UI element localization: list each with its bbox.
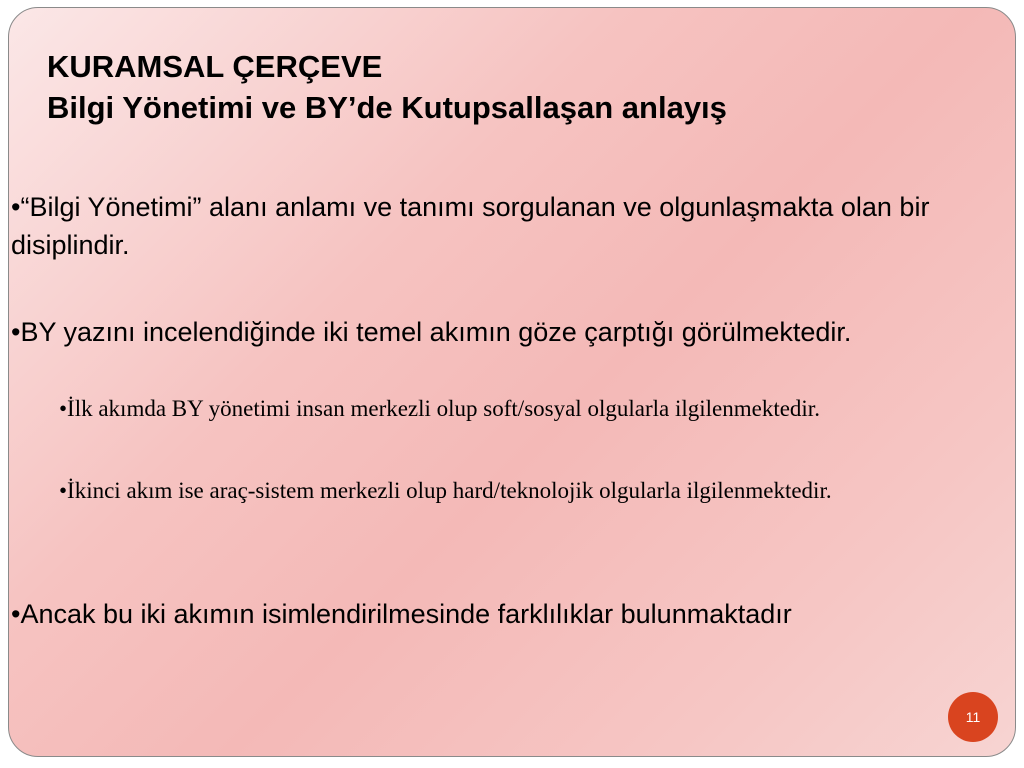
- page-number-badge: 11: [948, 692, 998, 742]
- sub-bullet-2: •İkinci akım ise araç-sistem merkezli olup hard/teknolojik olgularla ilgilenmektedir.: [59, 478, 832, 503]
- bullet-2: •BY yazını incelendiğinde iki temel akımın göze çarptığı görülmektedir.: [11, 317, 852, 347]
- bullet-1: •“Bilgi Yönetimi” alanı anlamı ve tanımı sorgulanan ve olgunlaşmakta olan bir disiplindir.: [11, 192, 930, 260]
- bullet-3: •Ancak bu iki akımın isimlendirilmesinde farklılıklar bulunmaktadır: [11, 599, 792, 629]
- slide-title: [47, 46, 727, 128]
- title-line-1: KURAMSAL ÇERÇEVE: [47, 49, 383, 84]
- sub-bullet-1: •İlk akımda BY yönetimi insan merkezli olup soft/sosyal olgularla ilgilenmektedir.: [59, 396, 820, 421]
- slide: [8, 7, 1016, 757]
- title-line-2: Bilgi Yönetimi ve BY’de Kutupsallaşan anlayış: [47, 90, 727, 125]
